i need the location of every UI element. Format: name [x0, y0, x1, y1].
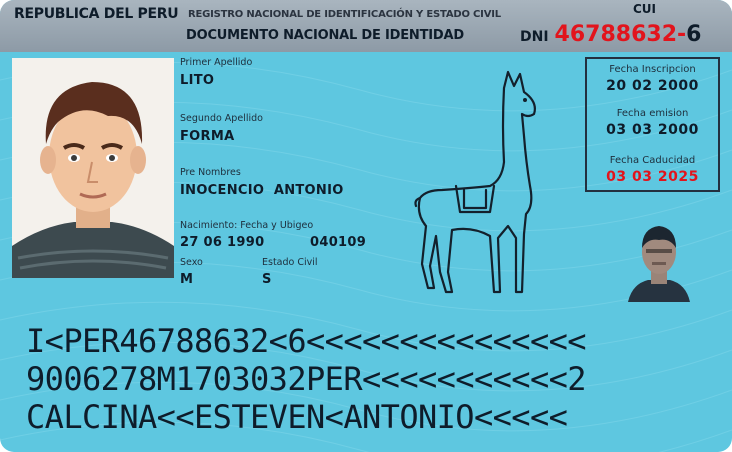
- sexo: M: [180, 272, 194, 287]
- fecha-nacimiento: 27 06 1990: [180, 235, 265, 250]
- dni-label: DNI: [520, 29, 549, 45]
- emision-label: Fecha emision: [616, 108, 689, 119]
- holder-photo: [12, 58, 174, 278]
- llama-icon: [412, 66, 562, 302]
- segundo-apellido-label: Segundo Apellido: [180, 113, 263, 124]
- fecha-caducidad: 03 03 2025: [606, 169, 699, 185]
- ubigeo: 040109: [310, 235, 367, 250]
- fecha-emision: 03 03 2000: [606, 122, 699, 138]
- mrz-line-1: I<PER46788632<6<<<<<<<<<<<<<<<: [26, 322, 586, 360]
- registry-name: REGISTRO NACIONAL DE IDENTIFICACIÓN Y ESTADO CIVIL: [188, 9, 501, 20]
- inscripcion-label: Fecha Inscripcion: [609, 64, 696, 75]
- sexo-label: Sexo: [180, 257, 203, 268]
- estado-civil: S: [262, 272, 272, 287]
- document-title: DOCUMENTO NACIONAL DE IDENTIDAD: [186, 28, 464, 43]
- dni-check-digit: 6: [686, 22, 702, 47]
- estado-civil-label: Estado Civil: [262, 257, 318, 268]
- mrz-line-2: 9006278M1703032PER<<<<<<<<<<<2: [26, 360, 586, 398]
- llama-emblem: [412, 66, 562, 302]
- ghost-portrait-image: [626, 218, 692, 302]
- dates-box: [585, 57, 720, 192]
- country-name: REPUBLICA DEL PERU: [14, 6, 179, 22]
- nacimiento-label: Nacimiento: Fecha y Ubigeo: [180, 220, 314, 231]
- primer-apellido-label: Primer Apellido: [180, 57, 253, 68]
- dni-dash: -: [677, 22, 687, 47]
- segundo-apellido: FORMA: [180, 129, 235, 144]
- fecha-inscripcion: 20 02 2000: [606, 78, 699, 94]
- pre-nombres-label: Pre Nombres: [180, 167, 241, 178]
- caducidad-label: Fecha Caducidad: [609, 155, 696, 166]
- portrait-image: [12, 58, 174, 278]
- mrz-line-3: CALCINA<<ESTEVEN<ANTONIO<<<<<: [26, 398, 568, 436]
- cui-label: CUI: [633, 2, 657, 16]
- dni-number: 46788632: [554, 22, 678, 47]
- ghost-photo: [626, 218, 692, 302]
- pre-nombres: INOCENCIO ANTONIO: [180, 183, 344, 198]
- primer-apellido: LITO: [180, 73, 215, 88]
- dni-number-row: [520, 22, 701, 47]
